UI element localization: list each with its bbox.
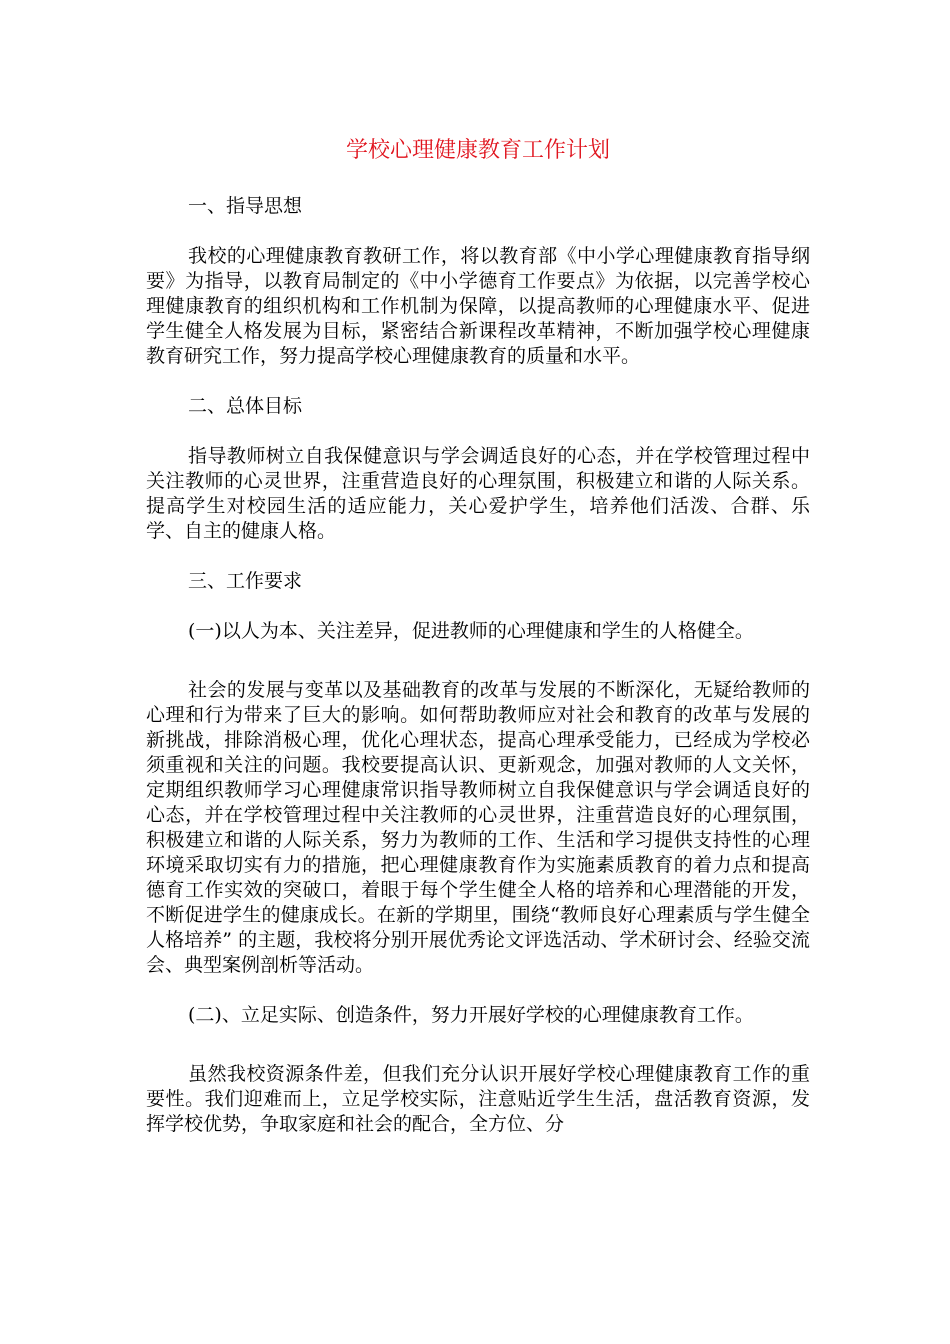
section-heading-work-requirements: 三、工作要求 [188, 570, 303, 592]
subheading-based-on-reality: (二)、立足实际、创造条件，努力开展好学校的心理健康教育工作。 [188, 1004, 754, 1026]
section-heading-overall-goals: 二、总体目标 [188, 395, 303, 417]
section-heading-guiding-ideology: 一、指导思想 [188, 195, 303, 217]
paragraph-overall-goals: 指导教师树立自我保健意识与学会调适良好的心态，并在学校管理过程中关注教师的心灵世界，注重营造良好的心理氛围，积极建立和谐的人际关系。提高学生对校园生活的适应能力，关心爱护学生，培养他们活泼、合群、乐学、自主的健康人格。 [146, 445, 810, 542]
paragraph-based-on-reality: 虽然我校资源条件差，但我们充分认识开展好学校心理健康教育工作的重要性。我们迎难而上，立足学校实际，注意贴近学生生活，盘活教育资源，发挥学校优势，争取家庭和社会的配合，全方位、分 [146, 1063, 810, 1135]
paragraph-guiding-ideology: 我校的心理健康教育教研工作，将以教育部《中小学心理健康教育指导纲要》为指导，以教育局制定的《中小学德育工作要点》为依据，以完善学校心理健康教育的组织机构和工作机制为保障，以提高教师的心理健康水平、促进学生健全人格发展为目标，紧密结合新课程改革精神，不断加强学校心理健康教育研究工作，努力提高学校心理健康教育的质量和水平。 [146, 245, 810, 367]
document-title: 学校心理健康教育工作计划 [345, 138, 610, 163]
document-page [146, 134, 810, 1162]
paragraph-people-oriented: 社会的发展与变革以及基础教育的改革与发展的不断深化，无疑给教师的心理和行为带来了巨大的影响。如何帮助教师应对社会和教育的改革与发展的新挑战，排除消极心理，优化心理状态，提高心理承受能力，已经成为学校必须重视和关注的问题。我校要提高认识、更新观念，加强对教师的人文关怀，定期组织教师学习心理健康常识指导教师树立自我保健意识与学会调适良好的心态，并在学校管理过程中关注教师的心灵世界，注重营造良好的心理氛围，积极建立和谐的人际关系，努力为教师的工作、生活和学习提供支持性的心理环境采取切实有力的措施，把心理健康教育作为实施素质教育的着力点和提高德育工作实效的突破口，着眼于每个学生健全人格的培养和心理潜能的开发，不断促进学生的健康成长。在新的学期里，围绕“教师良好心理素质与学生健全人格培养” 的主题，我校将分别开展优秀论文评选活动、学术研讨会、经验交流会、典型案例剖析等活动。 [146, 679, 810, 976]
subheading-people-oriented: (一)以人为本、关注差异，促进教师的心理健康和学生的人格健全。 [188, 620, 754, 642]
